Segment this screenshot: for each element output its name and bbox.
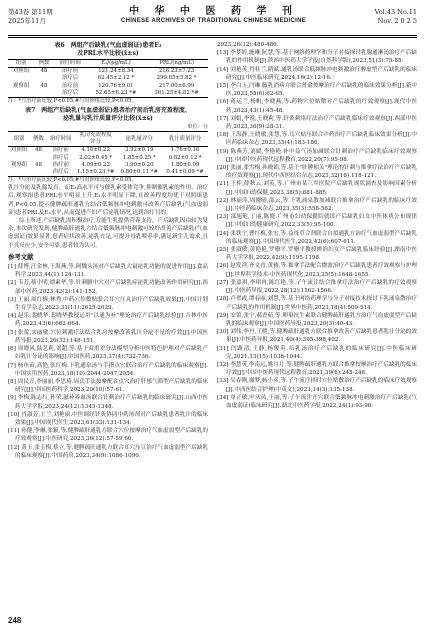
reference-item: [12] 黄玉,张玉梅,蔡立,等.健脾疏肝通乳方联合耳穴压豆治疗气血虚弱型产后缺乳的临床观察[J].中国药房,2023,34(9):1086-1090. [8, 444, 208, 459]
right-column [217, 41, 417, 410]
page-number: 248 [8, 616, 22, 625]
date-en: Nov. 2 0 2 5 [377, 17, 417, 25]
reference-item: [10] 肖淑芳,王兰,刘艳丽.中医调经针灸协同中药汤剂对产后缺乳患者乳汁的临床效果[J].中国现代医生,2023,61(33):131-134. [8, 411, 208, 426]
running-header [0, 6, 427, 36]
reference-item: [4] 赵乐,裴晓华.裴晓华教授运用"以通为补"理论治疗产后缺乳经验[J].吉林中医药,2023,43(6):662-664. [8, 313, 208, 328]
table6-caption: 表6 两组产后缺乳(气血虚弱证)患者E₂ 及PRL水平比较(x̄±s) [54, 42, 162, 57]
table-header-cell: 例数 [38, 60, 50, 66]
reference-item: [24] 张铁宁,曹红梅,张宏,等.益母草合剂联合自拟通乳方治疗气血虚弱型产后缺乳的临床观察[J].中国现代医生,2022,42(6):607-611. [217, 230, 417, 245]
reference-item: [13] 李梦婷,施琳,阮慧,等.基于网络药理学和分子对接探讨乳腺通淋汤治疗产后缺乳的作用机制[J].陕西中医药大学学报(自然科学版),2023,51(3):75-85. [217, 50, 417, 65]
reference-item: [23] 邵旭艳,丁丽,陈晓.广州市妇幼保健院就诊产后缺乳妇女中医体质分布规律[J].中国妇幼健康研究,2022,33(5):95-100. [217, 214, 417, 229]
body-paragraph: 乳汁分泌及乳腺发育。而E₂高水平可与催乳素受体竞争,抑制催乳素的作用。治疗后,观察组患者PRL水平明显上升,E₂水平明显下降,且改善程度均优于对照组患者,P<0.05,提示健脾疏肝通乳方结合低频脉冲电刺激可改善产后缺乳(气血虚弱证)患者PRL及E₂水平,从而促进产妇产后泌乳情况,达到治疗目的。 [8, 185, 208, 216]
header-rule [8, 35, 417, 36]
date-zh: 2025年11月 [8, 17, 46, 25]
reference-item: [2] 韦芳,蔡小明,谭素华,等.针刺膻中穴对产后缺乳症泌乳功能改善作用研究[J].西部中医药,2023,42(2):141-152. [8, 280, 208, 295]
table6-note: 注：*与治疗前比较,P<0.05;#与对照组比较,P<0.05。 [8, 98, 137, 105]
reference-item: [21] 王桂,薛秋云,刘英,等.广州市某三甲医院产后缺乳现状调查及影响因素分析[J].中国妇幼保健,2023,38(5):881-885. [217, 181, 417, 196]
reference-item: [25] 张淑敏,黄艳艳,罗珊平.罗珊平教授辨治妇女产后缺乳临床经验[J].湖南中医药大学学报,2022,42(9):1195-1198. [217, 247, 417, 262]
reference-item: [14] 刘艳英,肖桂兰,隋斌.通乳汤联合低频脉冲电刺激治疗脾虚型产后缺乳的临床研究[J].中医临床研究,2024,16(2):12-16. [217, 66, 417, 81]
reference-item: [27] 张嘉琪,李珺冉,陈红艳,等.子午流注结合推拿疗法治疗产后缺乳的疗效观察[J].中医药导报,2022,28(12):1562-1566. [217, 279, 417, 295]
reference-item: [3] 王丽,周红梅,林秀.中药穴位敷贴联合耳穴压丸治疗产后缺乳效果[J].中国计划生育学杂志,2023,31(11):2625-2629. [8, 296, 208, 312]
table-header-cell: E₂/(pg/mL) [101, 60, 131, 66]
volume-zh: 第43卷 第11期 [8, 8, 53, 16]
table-row: 对照组 48 治疗前 121.24±8.34 216.23±7.23 [8, 68, 208, 76]
reference-item: [11] 孙健,李琳,张颖,等.健脾疏肝通乳方联合穴位按摩治疗气血虚弱型产后缺乳的疗效观察[J].中医研究,2023,36(12):57-59,66. [8, 428, 208, 443]
reference-item: [34] 单正敏,叶庆凤,王丽,等.子午流注开穴联合低频脉冲电刺激治疗产后缺乳(气血虚弱证)临床研究[J].湖北中医药学报,2022,24(1):93-96. [217, 394, 417, 409]
table-header-cell: 治疗时间 [59, 60, 81, 66]
reference-item: [26] 赵发祥,齐文青,黄雅,等.推拿手法配合微波治疗产后缺乳患者疗效观察与护理[J].世界科学技术-中医药现代化,2023,25(5):1648-1655. [217, 263, 417, 278]
table-row: 治疗后 2.02±0.45 * 1.85±0.25 * 0.82±0.12 * [52, 154, 202, 161]
table-row: 对照组 48 治疗前 4.10±0.22 3.92±0.19 1.76±0.16 [8, 147, 208, 155]
table-header-cell: 组别 [15, 60, 27, 66]
left-column [8, 41, 208, 460]
references-left [8, 263, 208, 460]
table-row: 观察组 48 治疗前 120.76±9.01 217.00±6.99 [13, 82, 195, 89]
reference-item: [29] 安蕾,张宁,郝香茹,等.卵巢抗生素联合健脾疏肝通乳方治疗气血虚弱型产后缺乳的临床观察[J].中国医药导报,2023,20(3):40-43. [217, 312, 417, 327]
body-paragraph: 综上所述,产后缺乳需积极治疗,方能生乳提供营养支持。产后缺乳因由较为复杂,本次研究发现,健脾疏肝通乳方结合低频脉冲电刺激可较好改善产后缺乳(气血虚弱证)效果显著,患者症状改善,泌乳充足,可提升母乳喂养率,满足新生儿需求,且不良反应少,安全可靠,患者较为认可。 [8, 218, 208, 249]
reference-item: [33] 吴春俐,谢梦,杨小彦,等.子午流注择时穴位贴敷治疗产后缺乳的临床疗效观察[J].中西医结合护理(中英文),2023,14(3):135-138. [217, 378, 417, 393]
table6 [8, 59, 208, 98]
reference-item: [28] 卢翠霞,谭春丽,刘慧,等.基于网络药理学与分子对接技术探讨下乳涌泉散治疗产后缺乳的作用机制[J].世界中医药,2023,18(4):509-514. [217, 296, 417, 311]
table-row: 治疗后 1.15±0.23 *# 0.80±0.11 *# 0.41±0.09 *# [8, 169, 208, 177]
table-header-cell: PRL/(ng/mL) [159, 60, 194, 66]
journal-title-zh: 中 华 中 医 药 学 刊 [129, 6, 298, 17]
header-rule-thin [8, 37, 417, 38]
reference-item: [18] 王海静,王晓敏,张慧,等.耳穴贴压联合中药治疗产后缺乳临床效果分析[J].中医药临床杂志,2023,35(4):183-186. [217, 132, 417, 147]
reference-item: [6] 周晓风,陆艺莉,刘超,等.基于双重差分法模型分析中医特色护理对产后缺乳产妇乳汁分泌的影响[J].中国医药,2023,37(4):732-736. [8, 346, 208, 361]
reference-item: [5] 张蕾,宋丽敏.穴位刺激疗法结合乳房按摩改善乳汁分泌不足的疗效[J].中国医药导报,2023,20(32):148-151. [8, 329, 208, 344]
table-row: 观察组 48 治疗前 4.09±0.23 3.90±0.20 1.80±0.09 [11, 161, 200, 168]
reference-item: [1] 薛博,汪金林,王海燕,等.阿魏头汤对产后缺乳大鼠泌乳功能的促进作用[J].食品科学,2023,44(1):124-131. [8, 264, 208, 279]
reference-item: [32] 李慧英,李南远,姚月月,等.健脾疏肝通乳方联合推拿按摩治疗产后缺乳的临床疗效[J].中国中医药现代远程教育,2021,39(6):245-248. [217, 361, 417, 377]
reference-item: [9] 李梅,陈志红,孙荣.滋补养血汤联合针刺治疗产后缺乳的临床研究[J].山西中医药大学学报,2023,24(12):1345-1348. [8, 395, 208, 410]
reference-item: [7] 杨鱼苗,高艳,张红梅.下乳通泉汤与手指点穴联合治疗产后缺乳的临床观察[J].中国实用医药,2023,18(10):2044-2047,2054. [8, 362, 208, 377]
reference-item: [30] 刘伟,李丹,王晓,等.健脾疏肝通乳方联合推拿改善产后缺乳患者乳汁分泌的效果[J].中医药导报,2021,40(4):395-398,402. [217, 329, 417, 344]
references-heading: 参考文献 [8, 252, 34, 261]
header-center [0, 6, 427, 24]
reference-item: [31] 闫路清,王静,杨俊英.培乳汤治疗产后缺乳的临床研究[J].中医临床研究,2021,13(15):1036-1044. [217, 345, 417, 360]
references-right [217, 41, 417, 410]
volume-en: Vol.43 No.11 [374, 8, 417, 16]
reference-item: 2023,26(12):480-486. [217, 42, 279, 48]
table7-caption: 表7 两组产后缺乳(气血虚弱证)患者治疗前后乳房充盈程度、 泌乳量与乳汁质量评分比较(x̄±s) [25, 107, 191, 123]
reference-item: [15] 李白玉,闫琳.腋乳消病方联合肾俞按摩治疗产后缺乳的临床效果分析[J].新中医,2023,55(6):62-65. [217, 83, 417, 98]
table7: 组别 例数 治疗时间 乳房充盈程度评分 泌乳量评分 乳汁质量评分 对照组 48 治疗前 4.10±0.22 3.92±0.19 1.76±0.16 治疗后 2.02±0.45 * 1.85±0.25 * 0.82±0.12 * 观察组 48 治疗前 4.09±0.23 3.90±0.20 1.80±0.09 治疗后 1.15±0.23 *# 0.80±0.11 *# 0.41±0.09 *# [8, 131, 208, 177]
reference-item: [20] 张丽,张雪梅,孙晓娟,等.基于"肝脾相关"理论的针刺与推拿疗法治疗产后缺乳的疗效观察[J].现代中西医结合杂志,2023,32(18):118-121. [217, 165, 417, 180]
table-row: 治疗后 52.65±6.23 *# 361.25±4.82 *# [8, 90, 208, 98]
table7-note: 注：*与治疗前比较,P<0.05;#与对照组比较,P<0.05。 [8, 177, 137, 184]
journal-title-en: CHINESE ARCHIVES OF TRADITIONAL CHINESE MEDICINE [120, 18, 307, 24]
reference-item: [17] 刘娟,李锐,王晓莉,等.针灸刺络疗法治疗产后缺乳临床疗效观察[J].西部中医药,2023,36(9):28-31. [217, 115, 417, 131]
reference-item: [19] 陈燕芳,刘媛,李艳艳.补中益气汤加减联合针刺治疗产后缺乳临床疗效观察[J].中国中医药现代远程教育,2022,20(7):95-98. [217, 148, 417, 163]
table7-unit: 单位：分 [187, 124, 208, 131]
reference-item: [8] 周民丑,李丽丽,李思琦.周氏手法按摩配合点穴治疗肝郁气滞型产后缺乳的临床研究[J].中国医药科学,2023,20(10):57-61. [8, 378, 208, 394]
table-row: 治疗后 62.45±2.12 * 299.65±5.82 * [62, 75, 197, 82]
reference-item: [16] 蒋运兰,杨帆,李晓燕,等.药物穴位贴敷对产后缺乳的疗效观察[J].现代中医药,2023,43(1):45-48. [217, 99, 417, 114]
header-right [375, 8, 417, 26]
reference-item: [22] 林丽萍,周晓晴,邵云,等.下乳涌泉散加减联合推拿治疗产后缺乳的临床疗效[J].中医药临床杂志,2023,35(3):558-562. [217, 197, 417, 213]
